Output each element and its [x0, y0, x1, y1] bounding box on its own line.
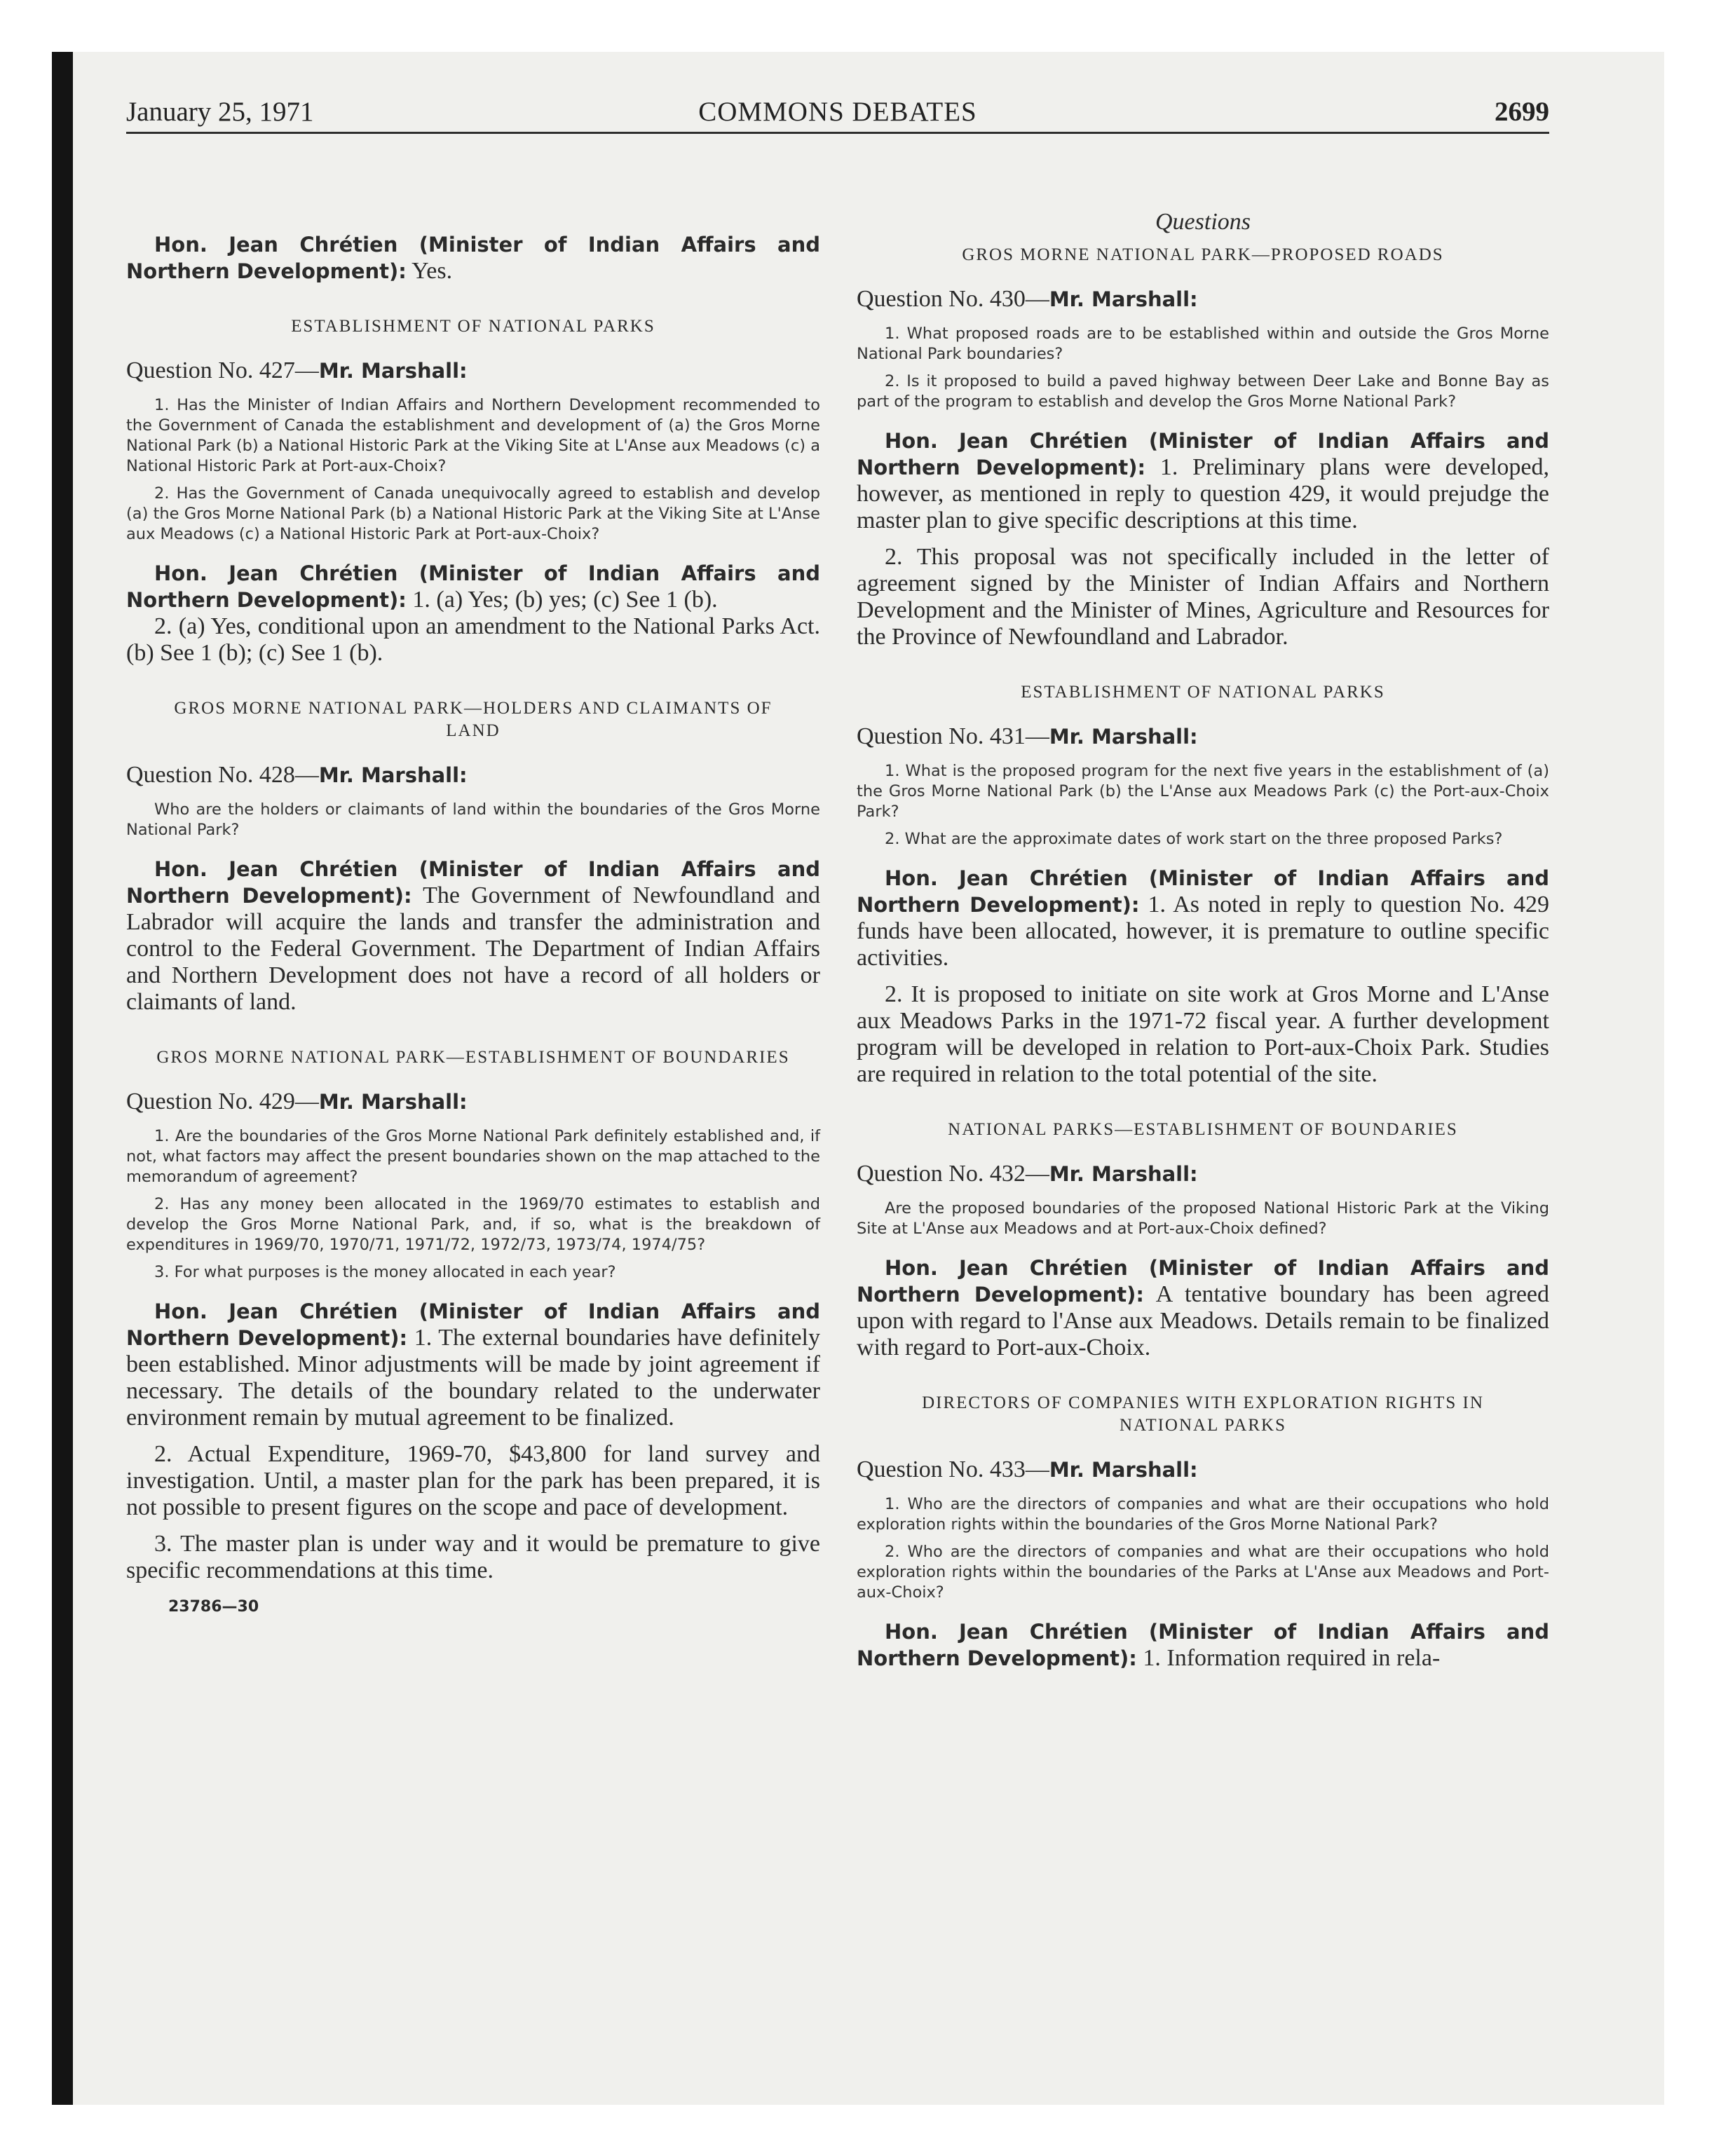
question-line [126, 1087, 820, 1117]
running-header [126, 97, 1549, 134]
answer-paragraph: 3. The master plan is under way and it would be premature to give specific recommendations at this time. [126, 1531, 820, 1583]
question-number: Question No. 433— [857, 1456, 1049, 1482]
speaker-name: Hon. Jean Chrétien (Minister of Indian Affairs and Northern Development): [126, 1299, 820, 1350]
question-asker: Mr. Marshall: [318, 763, 468, 787]
question-line [857, 1159, 1549, 1189]
answer-paragraph [857, 865, 1549, 971]
right-column [857, 154, 1549, 1672]
left-column [126, 154, 820, 1616]
question-line [126, 760, 820, 790]
question-line [126, 356, 820, 386]
answer-paragraph [857, 428, 1549, 534]
answer-text: 1. (a) Yes; (b) yes; (c) See 1 (b). [412, 587, 718, 613]
question-line [857, 1455, 1549, 1485]
answer-paragraph [126, 1298, 820, 1431]
section-heading: ESTABLISHMENT OF NATIONAL PARKS [291, 317, 655, 336]
question-item: 2. What are the approximate dates of work start on the three proposed Parks? [885, 830, 1503, 848]
speaker-name: Hon. Jean Chrétien (Minister of Indian Affairs and Northern Development): [857, 429, 1549, 479]
answer-paragraph [126, 856, 820, 1016]
answer-text: 1. The external boundaries have definitely been established. Minor adjustments will be made by joint agreement if necessary. The details of the boundary related to the underwater environment remain by mutual agreement to be finalized. [126, 1325, 820, 1431]
section-heading: GROS MORNE NATIONAL PARK—HOLDERS AND CLAIMANTS OF LAND [174, 699, 773, 740]
question-item: 2. Is it proposed to build a paved highway between Deer Lake and Bonne Bay as part of the program to establish and develop the Gros Morne National Park? [857, 372, 1549, 411]
question-asker: Mr. Marshall: [1049, 1458, 1198, 1482]
answer-paragraph [857, 1618, 1549, 1672]
question-item: 1. Who are the directors of companies and what are their occupations who hold exploration rights within the boundaries of the Gros Morne National Park? [857, 1495, 1549, 1534]
page-number: 2699 [1495, 97, 1549, 127]
question-asker: Mr. Marshall: [318, 359, 468, 383]
question-number: Question No. 430— [857, 286, 1049, 312]
section-heading: NATIONAL PARKS—ESTABLISHMENT OF BOUNDARIES [948, 1120, 1458, 1139]
scan-edge-shadow [52, 52, 73, 2105]
question-asker: Mr. Marshall: [318, 1090, 468, 1114]
question-number: Question No. 431— [857, 723, 1049, 749]
speaker-name: Hon. Jean Chrétien (Minister of Indian Affairs and Northern Development): [126, 561, 820, 612]
section-heading: GROS MORNE NATIONAL PARK—ESTABLISHMENT OF BOUNDARIES [156, 1048, 790, 1067]
section-heading: DIRECTORS OF COMPANIES WITH EXPLORATION RIGHTS IN NATIONAL PARKS [922, 1393, 1484, 1435]
question-line [857, 722, 1549, 751]
question-item: 2. Who are the directors of companies and what are their occupations who hold exploration rights within the boundaries of the Parks at L'Anse aux Meadows and Port-aux-Choix? [857, 1543, 1549, 1602]
speaker-name: Hon. Jean Chrétien (Minister of Indian Affairs and Northern Development): [126, 857, 820, 908]
question-item: 1. What is the proposed program for the next five years in the establishment of (a) the Gros Morne National Park (b) the L'Anse aux Meadows Park (c) the Port-aux-Choix Park? [857, 762, 1549, 821]
question-number: Question No. 429— [126, 1089, 319, 1114]
speaker-name: Hon. Jean Chrétien (Minister of Indian Affairs and Northern Development): [857, 866, 1549, 917]
question-item: Are the proposed boundaries of the proposed National Historic Park at the Viking Site at L'Anse aux Meadows and at Port-aux-Choix defined? [857, 1199, 1549, 1238]
answer-paragraph: 2. It is proposed to initiate on site work at Gros Morne and L'Anse aux Meadows Parks in the 1971-72 fiscal year. A further development program will be developed in relation to Port-aux-Choix Park. Studies are required in relation to the total potential of the site. [857, 981, 1549, 1087]
answer-paragraph: 2. This proposal was not specifically included in the letter of agreement signed by the Minister of Indian Affairs and Northern Development and the Minister of Mines, Agriculture and Resources for the Province of Newfoundland and Labrador. [857, 544, 1549, 650]
opening-answer [126, 231, 820, 285]
question-number: Question No. 428— [126, 762, 319, 788]
answer-text: A tentative boundary has been agreed upon with regard to l'Anse aux Meadows. Details remain to be finalized with regard to Port-aux-Choix. [857, 1281, 1549, 1360]
answer-paragraph: 2. (a) Yes, conditional upon an amendment to the National Parks Act. (b) See 1 (b); (c) See 1 (b). [126, 613, 820, 666]
question-item: 1. Has the Minister of Indian Affairs and Northern Development recommended to the Government of Canada the establishment and development of (a) the Gros Morne National Park (b) a National Historic Park at the Viking Site at L'Anse aux Meadows (c) a National Historic Park at Port-aux-Choix? [126, 396, 820, 475]
section-heading: GROS MORNE NATIONAL PARK—PROPOSED ROADS [962, 245, 1444, 264]
answer-paragraph [126, 560, 820, 613]
header-publication: COMMONS DEBATES [698, 97, 977, 127]
header-date: January 25, 1971 [126, 97, 314, 127]
question-asker: Mr. Marshall: [1049, 1162, 1198, 1186]
answer-paragraph [857, 1255, 1549, 1361]
printer-signature: 23786—30 [168, 1598, 259, 1616]
speaker-name: Hon. Jean Chrétien (Minister of Indian Affairs and Northern Development): [857, 1620, 1549, 1670]
answer-paragraph: 2. Actual Expenditure, 1969-70, $43,800 for land survey and investigation. Until, a master plan for the park has been prepared, it is not possible to present figures on the scope and pace of development. [126, 1441, 820, 1520]
section-heading: ESTABLISHMENT OF NATIONAL PARKS [1021, 683, 1385, 702]
question-item: 1. Are the boundaries of the Gros Morne National Park definitely established and, if not, what factors may affect the present boundaries shown on the map attached to the memorandum of agreement? [126, 1127, 820, 1186]
answer-text: 1. Preliminary plans were developed, however, as mentioned in reply to question 429, it would prejudge the master plan to give specific descriptions at this time. [857, 454, 1549, 533]
answer-text: The Government of Newfoundland and Labrador will acquire the lands and transfer the administration and control to the Federal Government. The Department of Indian Affairs and Northern Development does not have a record of all holders or claimants of land. [126, 882, 821, 1015]
question-item: 2. Has any money been allocated in the 1969/70 estimates to establish and develop the Gros Morne National Park, and, if so, what is the breakdown of expenditures in 1969/70, 1970/71, 1971/72, 1972/73, 1973/74, 1974/75? [126, 1195, 820, 1254]
speaker-name: Hon. Jean Chrétien (Minister of Indian Affairs and Northern Development): [857, 1256, 1549, 1306]
answer-text: Yes. [411, 258, 453, 284]
speaker-name: Hon. Jean Chrétien (Minister of Indian Affairs and Northern Development): [126, 233, 820, 283]
section-label: Questions [1155, 209, 1251, 235]
question-item: 3. For what purposes is the money allocated in each year? [154, 1263, 616, 1281]
question-number: Question No. 427— [126, 357, 319, 383]
question-asker: Mr. Marshall: [1049, 725, 1198, 749]
question-item: Who are the holders or claimants of land within the boundaries of the Gros Morne National Park? [126, 800, 820, 839]
answer-text: 1. Information required in rela- [1143, 1645, 1441, 1671]
question-line [857, 285, 1549, 314]
question-item: 1. What proposed roads are to be established within and outside the Gros Morne National Park boundaries? [857, 325, 1549, 363]
question-item: 2. Has the Government of Canada unequivocally agreed to establish and develop (a) the Gros Morne National Park (b) a National Historic Park at the Viking Site at L'Anse aux Meadows (c) a National Historic Park at Port-aux-Choix? [126, 484, 820, 543]
answer-text: 1. As noted in reply to question No. 429 funds have been allocated, however, it is premature to outline specific activities. [857, 892, 1549, 971]
question-number: Question No. 432— [857, 1161, 1049, 1187]
question-asker: Mr. Marshall: [1049, 287, 1198, 311]
